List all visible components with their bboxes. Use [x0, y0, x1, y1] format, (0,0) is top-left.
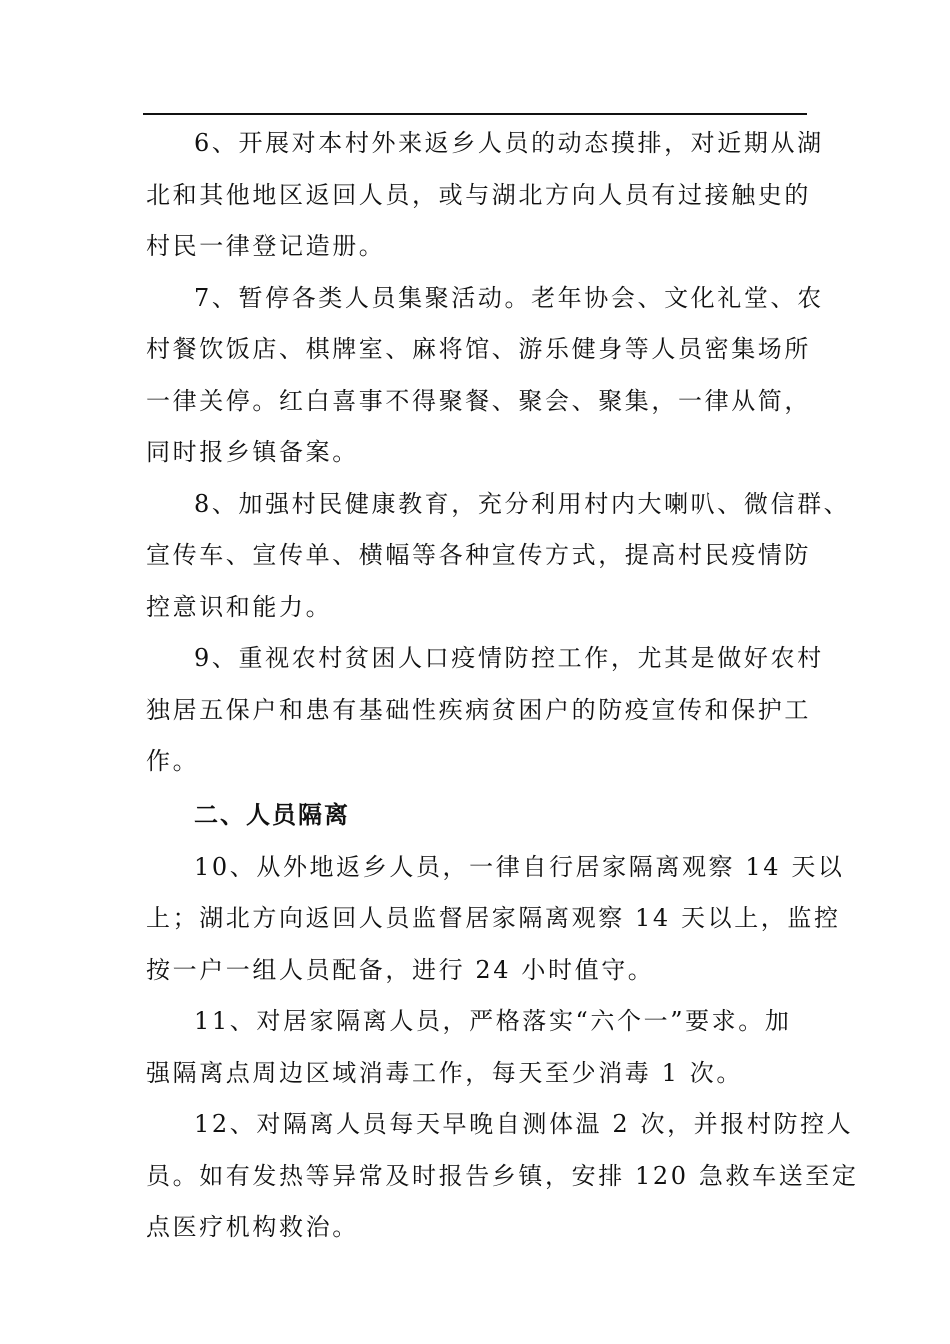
paragraph-10 — [146, 842, 845, 997]
paragraph-line: 村民一律登记造册。 — [146, 232, 386, 260]
paragraph-line: 7、暂停各类人员集聚活动。老年协会、文化礼堂、农 — [194, 283, 824, 312]
paragraph-line: 点医疗机构救治。 — [146, 1213, 359, 1241]
paragraph-line: 员。如有发热等异常及时报告乡镇，安排 120 急救车送至定 — [146, 1161, 859, 1190]
paragraph-line: 6、开展对本村外来返乡人员的动态摸排，对近期从湖 — [194, 129, 824, 157]
paragraph-line: 控意识和能力。 — [146, 592, 333, 621]
paragraph-12 — [146, 1099, 859, 1254]
paragraph-line: 强隔离点周边区域消毒工作，每天至少消毒 1 次。 — [146, 1058, 743, 1087]
paragraph-line: 作。 — [146, 747, 200, 775]
paragraph-9 — [146, 633, 824, 788]
paragraph-line: 北和其他地区返回人员，或与湖北方向人员有过接触史的 — [146, 180, 811, 209]
paragraph-line: 上；湖北方向返回人员监督居家隔离观察 14 天以上，监控 — [146, 904, 841, 932]
paragraph-8 — [146, 479, 851, 634]
paragraph-line: 11、对居家隔离人员，严格落实“六个一”要求。加 — [194, 1007, 792, 1035]
paragraph-line: 12、对隔离人员每天早晚自测体温 2 次，并报村防控人 — [194, 1110, 854, 1138]
paragraph-line: 按一户一组人员配备，进行 24 小时值守。 — [146, 955, 655, 984]
section-heading: 二、人员隔离 — [194, 800, 350, 829]
paragraph-line: 同时报乡镇备案。 — [146, 438, 359, 466]
paragraph-6 — [146, 118, 824, 273]
paragraph-line: 8、加强村民健康教育，充分利用村内大喇叭、微信群、 — [194, 489, 851, 518]
paragraph-line: 宣传车、宣传单、横幅等各种宣传方式，提高村民疫情防 — [146, 541, 811, 569]
paragraph-line: 9、重视农村贫困人口疫情防控工作，尤其是做好农村 — [194, 644, 824, 672]
header-rule — [143, 113, 807, 115]
paragraph-line: 村餐饮饭店、棋牌室、麻将馆、游乐健身等人员密集场所 — [146, 335, 811, 363]
paragraph-7 — [146, 273, 824, 479]
paragraph-11 — [146, 996, 810, 1099]
document-body — [146, 118, 859, 1254]
paragraph-line: 一律关停。红白喜事不得聚餐、聚会、聚集，一律从简， — [146, 386, 811, 415]
paragraph-line: 10、从外地返乡人员，一律自行居家隔离观察 14 天以 — [194, 852, 845, 881]
paragraph-line: 独居五保户和患有基础性疾病贫困户的防疫宣传和保护工 — [146, 695, 811, 724]
